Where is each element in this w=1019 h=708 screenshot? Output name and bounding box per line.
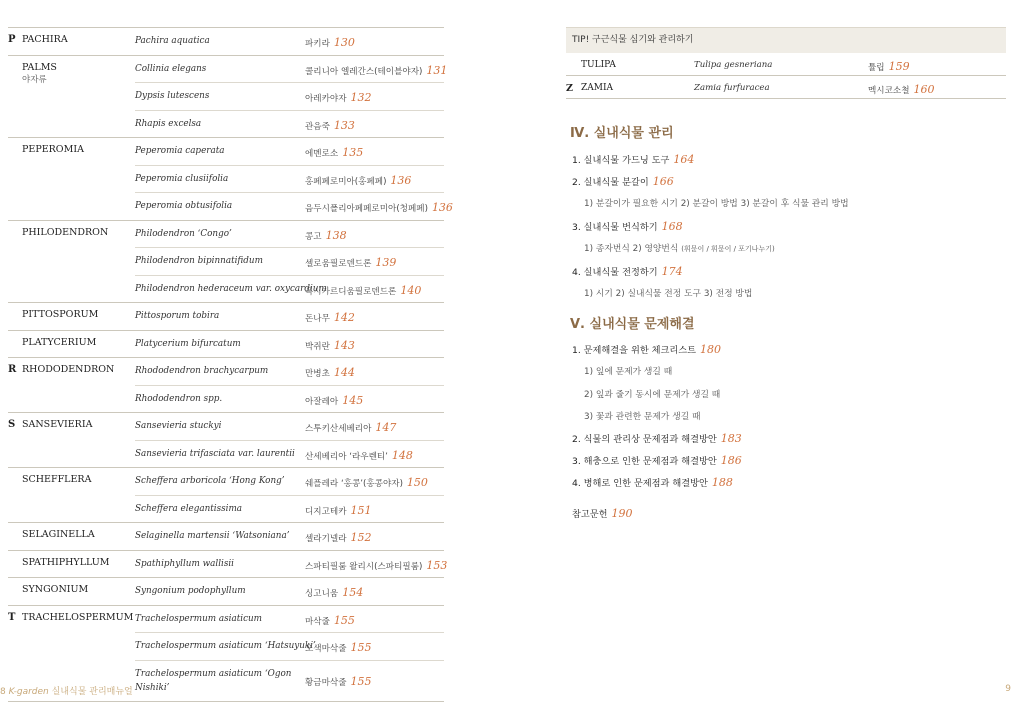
index-group: [8, 358, 444, 413]
page-ref: 154: [342, 586, 364, 599]
page-ref: 152: [350, 531, 372, 544]
page-ref: 139: [375, 256, 397, 269]
scientific-name: Philodendron bipinnatifidum: [135, 256, 263, 266]
index-group: [8, 523, 444, 551]
scientific-name: Peperomia clusiifolia: [135, 173, 229, 184]
toc-item[interactable]: 1. 실내식물 가드닝 도구 164: [572, 153, 695, 166]
korean-name: 셀로움필로덴드론 139: [305, 256, 397, 269]
index-group: [8, 138, 453, 221]
korean-name: 홍페페로미아(홍페페) 136: [305, 173, 412, 187]
index-group: [8, 331, 444, 359]
page-ref: 166: [652, 175, 674, 188]
genus-name: PALMS 야자류: [22, 61, 57, 85]
korean-name: 콩고 138: [305, 228, 347, 242]
page-ref: 150: [406, 476, 428, 489]
korean-name: 파키라 130: [305, 36, 355, 49]
index-row[interactable]: [135, 523, 444, 550]
toc-subitem: 2) 잎과 줄기 동시에 문제가 생길 때: [584, 390, 721, 400]
korean-name: 마삭줄 155: [305, 613, 355, 627]
korean-name: 오색마삭줄 155: [305, 641, 372, 654]
scientific-name: Trachelospermum asiaticum: [135, 613, 263, 624]
page-ref: 168: [661, 220, 683, 233]
index-group: [8, 413, 444, 468]
genus-korean-name: 야자류: [22, 74, 47, 85]
page-ref: 155: [333, 613, 355, 627]
footer-brand: K-garden: [8, 687, 49, 697]
index-row[interactable]: [135, 413, 444, 441]
scientific-name: Rhapis excelsa: [135, 118, 202, 129]
toc-item[interactable]: 4. 병해로 인한 문제점과 해결방안 188: [572, 476, 733, 489]
toc-item[interactable]: 3. 해충으로 인한 문제점과 해결방안 186: [572, 454, 742, 467]
index-row[interactable]: [135, 111, 444, 138]
page-ref: 151: [350, 503, 372, 517]
index-row[interactable]: [135, 441, 444, 468]
page-ref: 164: [673, 153, 695, 166]
index-group: [8, 303, 444, 331]
toc-subitems: 1) 분갈이가 필요한 시기 2) 분갈이 방법 3) 분갈이 후 식물 관리 방법: [584, 199, 849, 209]
korean-name: 황금마삭줄 155: [305, 674, 372, 688]
section-5-title: Ⅴ. 실내식물 문제해결: [570, 317, 695, 332]
index-group: [8, 221, 444, 304]
page-ref: 133: [333, 118, 355, 132]
genus-name: RHODODENDRON: [22, 364, 115, 375]
toc-item[interactable]: 1. 문제해결을 위한 체크리스트 180: [572, 343, 722, 356]
korean-name: 옥시카르디움필로덴드론 140: [305, 283, 422, 297]
tip-box: [566, 27, 1006, 99]
page-ref: 138: [325, 228, 347, 242]
index-row[interactable]: [135, 56, 448, 84]
korean-name: 셀라기넬라 152: [305, 531, 372, 544]
index-group: [8, 28, 444, 56]
page-ref: 155: [350, 641, 372, 654]
index-row[interactable]: [135, 606, 444, 634]
page-ref: 147: [375, 421, 397, 434]
tip-row[interactable]: [566, 76, 1006, 99]
page-ref: 180: [700, 343, 722, 356]
scientific-name: Spathiphyllum wallisii: [135, 558, 234, 569]
toc-item[interactable]: 4. 실내식물 전정하기 174: [572, 265, 683, 278]
korean-name: 돈나무 142: [305, 311, 355, 324]
index-letter: Z: [566, 83, 573, 94]
scientific-name: Tulipa gesneriana: [694, 60, 773, 70]
page-ref: 160: [913, 83, 935, 96]
left-footer: [0, 684, 133, 697]
footer-title: 실내식물 관리매뉴얼: [51, 687, 133, 697]
page-ref: 132: [350, 91, 372, 104]
toc-references[interactable]: 참고문헌 190: [572, 507, 633, 520]
scientific-name: Trachelospermum asiaticum ‘Hatsuyuki’: [135, 641, 316, 651]
scientific-name: Sansevieria trifasciata var. laurentii: [135, 448, 295, 459]
index-row[interactable]: [135, 83, 444, 111]
toc-item[interactable]: 2. 식물의 관리상 문제점과 해결방안 183: [572, 432, 742, 445]
index-group: [8, 468, 444, 523]
genus-name: PITTOSPORUM: [22, 309, 99, 320]
index-group: [8, 551, 448, 579]
genus-name: SPATHIPHYLLUM: [22, 556, 110, 568]
korean-name: 음두시폴리아페페로미아(청페페) 136: [305, 201, 453, 214]
page-ref: 136: [431, 201, 453, 214]
korean-name: 스파티필룸 왈리시(스파티필룸) 153: [305, 558, 448, 572]
toc-subitems: 1) 시기 2) 실내식물 전정 도구 3) 전정 방법: [584, 289, 753, 299]
genus-name: PHILODENDRON: [22, 226, 109, 238]
genus-name: TULIPA: [581, 60, 616, 70]
korean-name: 멕시코소철 160: [868, 83, 935, 96]
index-row[interactable]: [135, 578, 444, 605]
korean-name: 아잘레아 145: [305, 393, 364, 407]
korean-name: 싱고니움 154: [305, 586, 364, 599]
page-ref: 131: [426, 63, 448, 77]
index-row[interactable]: [135, 138, 444, 166]
index-row[interactable]: [135, 193, 453, 220]
index-row[interactable]: [135, 661, 444, 701]
index-row[interactable]: [135, 331, 444, 358]
scientific-name: Selaginella martensii ‘Watsoniana’: [135, 531, 290, 541]
page-ref: 144: [333, 366, 355, 379]
page-ref: 183: [720, 432, 742, 445]
page-ref: 153: [426, 558, 448, 572]
toc-item[interactable]: 2. 실내식물 분갈이 166: [572, 175, 674, 188]
genus-name: SANSEVIERIA: [22, 419, 93, 430]
page-ref: 174: [661, 265, 683, 278]
index-row[interactable]: [135, 496, 444, 523]
left-page-number: 8: [0, 687, 6, 697]
index-row[interactable]: [135, 28, 444, 55]
scientific-name: Platycerium bifurcatum: [135, 338, 241, 349]
korean-name: 만병초 144: [305, 366, 355, 379]
korean-name: 아레카야자 132: [305, 91, 372, 104]
scientific-name: Philodendron hederaceum var. oxycardium: [135, 283, 327, 294]
tip-title: TIP! 구근식물 심기와 관리하기: [566, 27, 1006, 53]
index-row[interactable]: [135, 303, 444, 330]
section-4-title: Ⅳ. 실내식물 관리: [570, 126, 674, 141]
korean-name: 산세베리아 ‘라우렌티’ 148: [305, 448, 413, 462]
page-ref: 130: [333, 36, 355, 49]
korean-name: 에멘로소 135: [305, 146, 364, 159]
genus-name: ZAMIA: [581, 83, 614, 93]
page-ref: 143: [333, 338, 355, 352]
page-ref: 155: [350, 674, 372, 688]
scientific-name: Peperomia obtusifolia: [135, 201, 233, 211]
korean-name: 튤립 159: [868, 60, 910, 73]
index-row[interactable]: [135, 633, 444, 661]
genus-name: SYNGONIUM: [22, 584, 89, 595]
index-letter: T: [8, 611, 16, 623]
page-ref: 136: [390, 173, 412, 187]
page-ref: 159: [888, 60, 910, 73]
genus-name: PLATYCERIUM: [22, 336, 97, 348]
korean-name: 디지고테카 151: [305, 503, 372, 517]
index-letter: S: [8, 419, 16, 430]
tip-row[interactable]: [566, 53, 1006, 76]
index-group: [8, 56, 448, 139]
index-row[interactable]: [135, 358, 444, 386]
genus-name: TRACHELOSPERMUM: [22, 611, 134, 623]
page-ref: 145: [342, 393, 364, 407]
scientific-name: Scheffera arboricola ‘Hong Kong’: [135, 476, 285, 486]
index-row[interactable]: [135, 221, 444, 249]
page-ref: 148: [391, 448, 413, 462]
page-ref: 188: [711, 476, 733, 489]
scientific-name: Pachira aquatica: [135, 36, 210, 46]
scientific-name: Zamia furfuracea: [694, 83, 770, 93]
scientific-name: Rhododendron brachycarpum: [135, 366, 269, 376]
page-ref: 186: [720, 454, 742, 467]
index-letter: P: [8, 34, 16, 45]
scientific-name: Dypsis lutescens: [135, 91, 210, 101]
scientific-name: Syngonium podophyllum: [135, 586, 246, 596]
page-ref: 135: [342, 146, 364, 159]
index-row[interactable]: [135, 468, 444, 496]
scientific-name: Collinia elegans: [135, 63, 207, 74]
toc-item[interactable]: 3. 실내식물 번식하기 168: [572, 220, 683, 233]
index-letter: R: [8, 364, 17, 375]
korean-name: 관음죽 133: [305, 118, 355, 132]
plant-index-table: [8, 27, 453, 702]
scientific-name: Scheffera elegantissima: [135, 503, 243, 514]
toc-subitems: 1) 종자번식 2) 영양번식 (휘묻이 / 휘묻이 / 포기나누기): [584, 244, 775, 254]
genus-name: SCHEFFLERA: [22, 474, 92, 485]
scientific-name: Philodendron ‘Congo’: [135, 228, 232, 239]
scientific-name: Pittosporum tobira: [135, 311, 220, 321]
scientific-name: Peperomia caperata: [135, 146, 225, 156]
korean-name: 박쥐란 143: [305, 338, 355, 352]
page-ref: 140: [400, 283, 422, 297]
toc-subitem: 1) 잎에 문제가 생길 때: [584, 367, 673, 377]
page-ref: 142: [333, 311, 355, 324]
scientific-name: Sansevieria stuckyi: [135, 421, 222, 431]
page-ref: 190: [611, 507, 633, 520]
korean-name: 쉐플레라 ‘홍콩’(홍콩야자) 150: [305, 476, 428, 489]
index-row[interactable]: [135, 248, 444, 276]
scientific-name: Trachelospermum asiaticum ‘Ogon Nishiki’: [135, 668, 292, 693]
korean-name: 콜리니아 엘레간스(테이블야자) 131: [305, 63, 448, 77]
scientific-name: Rhododendron spp.: [135, 393, 223, 404]
index-row[interactable]: [135, 551, 448, 578]
right-page-number: 9: [1005, 684, 1011, 694]
genus-name: PACHIRA: [22, 34, 68, 45]
index-row[interactable]: [135, 386, 444, 413]
toc-subitem: 3) 꽃과 관련한 문제가 생길 때: [584, 412, 701, 422]
genus-name: SELAGINELLA: [22, 529, 95, 540]
index-row[interactable]: [135, 166, 444, 194]
right-page: [510, 0, 1019, 708]
index-group: [8, 578, 444, 606]
index-row[interactable]: [135, 276, 444, 303]
genus-name: PEPEROMIA: [22, 144, 84, 155]
korean-name: 스투키산세베리아 147: [305, 421, 397, 434]
